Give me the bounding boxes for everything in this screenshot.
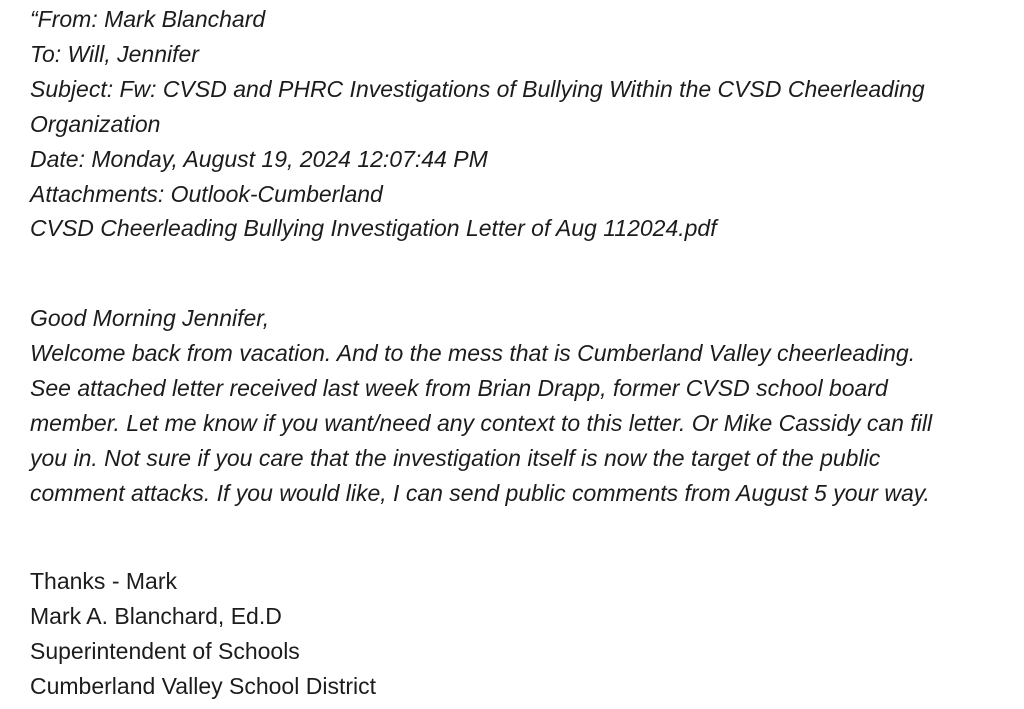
subject-line-2: Organization [30, 110, 161, 137]
subject-line-1: Subject: Fw: CVSD and PHRC Investigations of Bullying Within the CVSD Cheerleading [30, 75, 925, 102]
signature-name: Mark A. Blanchard, Ed.D [30, 602, 282, 629]
body-line: See attached letter received last week from Brian Drapp, former CVSD school board [30, 375, 888, 402]
date-line: Date: Monday, August 19, 2024 12:07:44 PM [30, 145, 488, 172]
email-header [30, 2, 1015, 246]
attachments-line: Attachments: Outlook-Cumberland [30, 180, 383, 207]
body-line: Welcome back from vacation. And to the mess that is Cumberland Valley cheerleading. [30, 340, 916, 367]
email-document [30, 2, 1015, 703]
body-line: comment attacks. If you would like, I can send public comments from August 5 your way. [30, 479, 930, 506]
email-body [30, 301, 1015, 510]
header-spacer [30, 246, 1015, 301]
greeting: Good Morning Jennifer, [30, 305, 270, 332]
body-line: member. Let me know if you want/need any context to this letter. Or Mike Cassidy can fill [30, 410, 933, 437]
signature-thanks: Thanks - Mark [30, 567, 177, 594]
from-line: “From: Mark Blanchard [30, 6, 266, 32]
body-line: you in. Not sure if you care that the investigation itself is now the target of the public [30, 444, 881, 471]
attachment-filename: CVSD Cheerleading Bullying Investigation Letter of Aug 112024.pdf [30, 215, 717, 242]
signature-title: Superintendent of Schools [30, 637, 300, 664]
body-spacer [30, 511, 1015, 564]
to-line: To: Will, Jennifer [30, 40, 199, 67]
signature-organization: Cumberland Valley School District [30, 672, 376, 699]
email-signature [30, 564, 1015, 704]
